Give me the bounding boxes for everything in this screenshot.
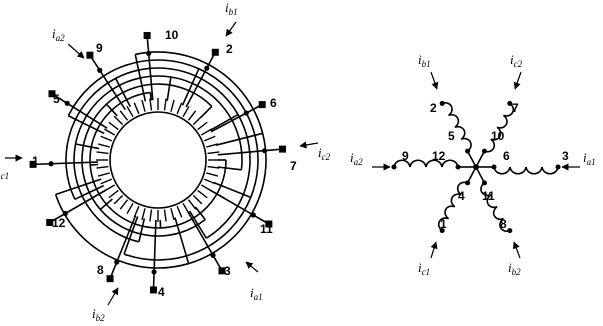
slot-tick bbox=[208, 152, 220, 154]
slot-tick bbox=[142, 208, 145, 220]
lead-junction bbox=[244, 110, 249, 115]
coil-c1-inner-dot bbox=[465, 180, 470, 185]
terminal-label-8: 8 bbox=[97, 263, 104, 277]
lead-junction bbox=[48, 161, 53, 166]
terminal-label-7: 7 bbox=[290, 159, 297, 173]
terminal-label-4: 4 bbox=[158, 285, 165, 299]
terminal-lead bbox=[153, 220, 155, 290]
slot-tick bbox=[98, 144, 110, 147]
winding-spoke bbox=[90, 164, 98, 165]
winding-spoke bbox=[139, 218, 144, 241]
winding-rings bbox=[56, 52, 266, 268]
terminal-label-10: 10 bbox=[165, 28, 179, 42]
current-arrow-ia1 bbox=[246, 262, 258, 272]
schem-current-ic2: $i_{c2}$ bbox=[510, 52, 523, 69]
schem-terminal-12: 12 bbox=[432, 149, 446, 163]
winding-spoke bbox=[218, 167, 242, 170]
terminal-label-11: 11 bbox=[260, 222, 273, 236]
current-label-ia1: $i_{a1}$ bbox=[250, 285, 263, 302]
schem-terminal-6: 6 bbox=[503, 149, 510, 163]
slot-tick bbox=[120, 111, 127, 121]
slot-tick bbox=[183, 106, 189, 116]
current-label-ic1: c1 bbox=[0, 171, 10, 181]
winding-spoke bbox=[167, 77, 171, 101]
slot-tick bbox=[134, 103, 139, 114]
slot-tick bbox=[198, 190, 208, 197]
coil-c2-inner-dot bbox=[482, 149, 487, 154]
slot-tick bbox=[177, 103, 182, 114]
coil-a2-outer-dot bbox=[392, 165, 397, 170]
coil-a1-outer-dot bbox=[556, 165, 561, 170]
current-arrow-ic2 bbox=[300, 143, 318, 146]
star-connection-schematic bbox=[350, 52, 596, 277]
neutral-point bbox=[473, 164, 479, 170]
terminal-block bbox=[107, 275, 114, 282]
slot-tick bbox=[109, 190, 119, 197]
winding-spoke bbox=[76, 144, 100, 149]
slot-tick bbox=[177, 206, 182, 217]
slot-tick bbox=[127, 106, 133, 116]
current-label-ib2: $i_{b2}$ bbox=[92, 306, 105, 323]
lead-junction bbox=[97, 68, 102, 73]
schem-arrow-ib2 bbox=[514, 242, 520, 258]
slot-tick bbox=[150, 210, 152, 222]
lead-junction bbox=[262, 148, 267, 153]
schem-current-ib2: $i_{b2}$ bbox=[508, 260, 521, 277]
terminal-lead bbox=[110, 216, 135, 279]
current-arrow-ib1 bbox=[226, 22, 236, 36]
coil-b2-outer-dot bbox=[507, 228, 512, 233]
lead-junction bbox=[114, 259, 119, 264]
terminal-label-3: 3 bbox=[224, 264, 231, 278]
lead-junction bbox=[151, 269, 156, 274]
coil-b1 bbox=[442, 103, 471, 151]
terminal-label-1: 1 bbox=[32, 154, 39, 168]
coil-a1 bbox=[494, 167, 558, 174]
winding-spoke bbox=[201, 106, 212, 117]
schem-terminal-8: 8 bbox=[500, 217, 507, 231]
schem-terminal-11: 11 bbox=[482, 189, 495, 203]
rotor-bore bbox=[110, 112, 206, 208]
slot-tick bbox=[204, 136, 215, 141]
coil-c2 bbox=[484, 103, 513, 151]
schem-terminal-3: 3 bbox=[562, 149, 569, 163]
coil-a2-inner-dot bbox=[456, 165, 461, 170]
winding-spoke bbox=[116, 78, 131, 106]
schem-current-ia2: $i_{a2}$ bbox=[350, 150, 363, 167]
terminal-label-5: 5 bbox=[53, 92, 60, 106]
lead-junction bbox=[210, 253, 215, 258]
terminal-block bbox=[150, 286, 157, 293]
lead-junction bbox=[65, 101, 70, 106]
schem-arrow-ic2 bbox=[515, 72, 521, 89]
schem-terminal-2: 2 bbox=[430, 101, 437, 115]
terminal-block bbox=[279, 146, 286, 153]
slot-tick bbox=[171, 208, 174, 220]
terminal-block bbox=[144, 32, 151, 39]
terminal-leads bbox=[30, 32, 286, 293]
slot-tick bbox=[98, 173, 110, 176]
slot-tick bbox=[165, 210, 167, 222]
slot-tick bbox=[206, 173, 218, 176]
terminal-label-6: 6 bbox=[270, 96, 277, 110]
slot-tick bbox=[109, 122, 119, 129]
current-arrow-ia2 bbox=[68, 44, 84, 58]
slot-tick bbox=[97, 152, 109, 154]
coil-a1-inner-dot bbox=[492, 165, 497, 170]
schem-current-ia1: $i_{a1}$ bbox=[583, 150, 596, 167]
terminal-label-2: 2 bbox=[226, 42, 233, 56]
slot-tick bbox=[193, 195, 201, 203]
winding-spoke bbox=[195, 207, 205, 220]
schem-terminal-4: 4 bbox=[458, 189, 465, 203]
terminal-block bbox=[212, 49, 219, 56]
slot-tick bbox=[104, 129, 114, 135]
schem-arrow-ib1 bbox=[431, 72, 437, 89]
slot-tick bbox=[188, 111, 195, 121]
terminal-label-12: 12 bbox=[52, 216, 66, 230]
lead-junction bbox=[204, 66, 209, 71]
terminal-block bbox=[86, 52, 93, 59]
current-label-ia2: $i_{a2}$ bbox=[52, 26, 65, 43]
schem-terminal-5: 5 bbox=[448, 129, 455, 143]
winding-spoke bbox=[56, 179, 101, 194]
current-arrow-ib2 bbox=[108, 288, 118, 305]
slot-tick bbox=[97, 167, 109, 169]
slot-tick bbox=[114, 116, 122, 124]
schem-arrow-ic1 bbox=[431, 242, 436, 258]
coil-b1-inner-dot bbox=[465, 149, 470, 154]
lead-junction bbox=[146, 51, 151, 56]
slot-tick bbox=[188, 200, 195, 210]
slot-tick bbox=[120, 200, 127, 210]
schem-current-ic1: $i_{c1}$ bbox=[418, 260, 431, 277]
slot-tick bbox=[142, 100, 145, 112]
schem-terminal-9: 9 bbox=[402, 149, 409, 163]
coil-b1-outer-dot bbox=[440, 101, 445, 106]
lead-junction bbox=[251, 212, 256, 217]
schem-terminal-10: 10 bbox=[491, 129, 505, 143]
terminal-block bbox=[259, 101, 266, 108]
winding-spoke bbox=[150, 92, 151, 100]
slot-tick bbox=[127, 203, 133, 213]
slot-tick bbox=[101, 179, 112, 184]
terminal-lead bbox=[33, 162, 98, 164]
terminal-label-9: 9 bbox=[96, 41, 103, 55]
slot-tick bbox=[165, 99, 167, 111]
slot-tick bbox=[198, 122, 208, 129]
schem-terminal-1: 1 bbox=[440, 217, 447, 231]
current-label-ic2: $i_{c2}$ bbox=[318, 145, 331, 162]
schem-current-ib1: $i_{b1}$ bbox=[418, 52, 431, 69]
current-label-ib1: $i_{b1}$ bbox=[225, 0, 238, 17]
slot-tick bbox=[114, 195, 122, 203]
slot-tick bbox=[101, 136, 112, 141]
slot-tick bbox=[171, 100, 174, 112]
coil-b2-inner-dot bbox=[482, 180, 487, 185]
schem-terminal-7: 7 bbox=[512, 101, 519, 115]
